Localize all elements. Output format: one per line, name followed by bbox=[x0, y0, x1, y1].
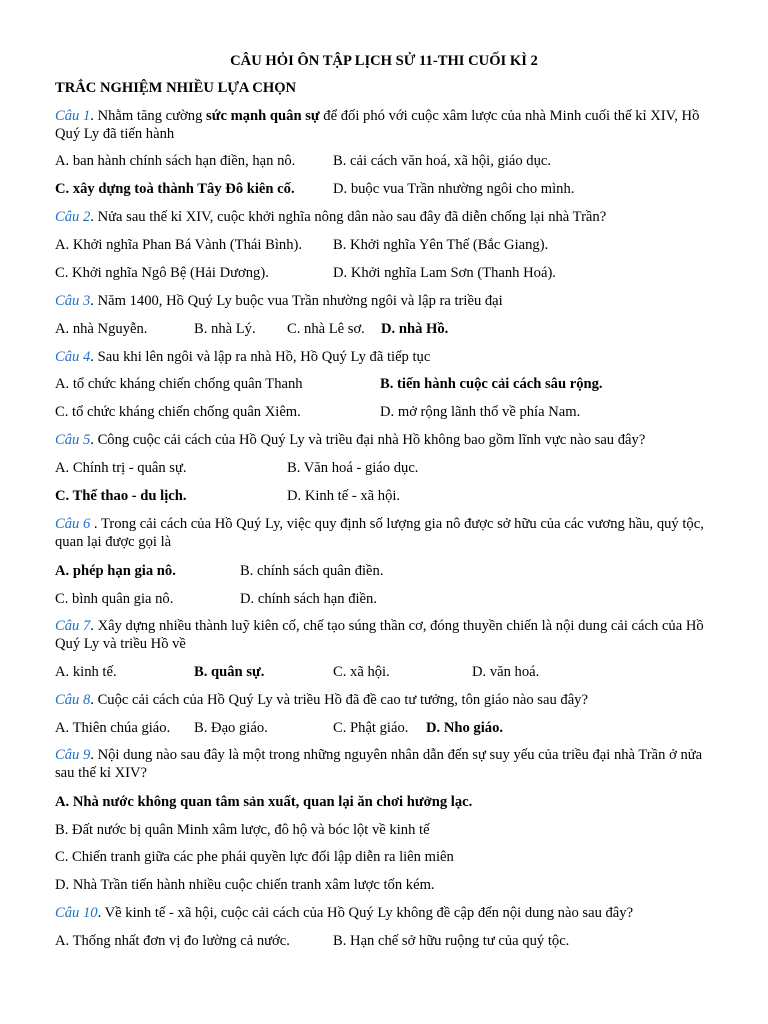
q6-option-c: C. bình quân gia nô. bbox=[55, 591, 174, 607]
q1-option-d: D. buộc vua Trần nhường ngôi cho mình. bbox=[333, 181, 575, 197]
q5-option-a: A. Chính trị - quân sự. bbox=[55, 460, 187, 476]
q10-option-a: A. Thống nhất đơn vị đo lường cả nước. bbox=[55, 933, 290, 949]
q1-option-c-answer: C. xây dựng toà thành Tây Đô kiên cố. bbox=[55, 181, 295, 197]
q7-option-c: C. xã hội. bbox=[333, 664, 390, 680]
question-text: . Công cuộc cải cách của Hồ Quý Ly và triều đại nhà Hồ không bao gồm lĩnh vực nào sau đây? bbox=[90, 432, 646, 448]
q1-option-a: A. ban hành chính sách hạn điền, hạn nô. bbox=[55, 153, 296, 169]
question-text: . Cuộc cải cách của Hồ Quý Ly và triều Hồ đã đề cao tư tưởng, tôn giáo nào sau đây? bbox=[90, 692, 588, 708]
question-label: Câu 8 bbox=[55, 692, 91, 708]
q5-option-c-answer: C. Thể thao - du lịch. bbox=[55, 488, 187, 504]
q3-option-c: C. nhà Lê sơ. bbox=[287, 321, 365, 337]
q2-option-b: B. Khởi nghĩa Yên Thế (Bắc Giang). bbox=[333, 237, 549, 253]
q9-option-c: C. Chiến tranh giữa các phe phái quyền lực đối lập diễn ra liên miên bbox=[55, 849, 454, 865]
question-label: Câu 7 bbox=[55, 618, 91, 634]
q2-option-d: D. Khởi nghĩa Lam Sơn (Thanh Hoá). bbox=[333, 265, 556, 281]
question-emphasis: sức mạnh quân sự bbox=[206, 108, 320, 124]
question-text: . Năm 1400, Hồ Quý Ly buộc vua Trần nhường ngôi và lập ra triều đại bbox=[90, 293, 503, 309]
q9-option-d: D. Nhà Trần tiến hành nhiều cuộc chiến tranh xâm lược tốn kém. bbox=[55, 877, 435, 893]
question-text: . Trong cải cách của Hồ Quý Ly, việc quy định số lượng gia nô được sở hữu của các vương hầu, quý tộc, quan lại được gọi là bbox=[55, 516, 704, 550]
q9-option-a-answer: A. Nhà nước không quan tâm sản xuất, quan lại ăn chơi hưởng lạc. bbox=[55, 794, 473, 810]
q7-option-b-answer: B. quân sự. bbox=[194, 664, 265, 680]
q6-option-d: D. chính sách hạn điền. bbox=[240, 591, 377, 607]
question-text: . Sau khi lên ngôi và lập ra nhà Hồ, Hồ Quý Ly đã tiếp tục bbox=[90, 349, 431, 365]
question-text: . Xây dựng nhiều thành luỹ kiên cố, chế tạo súng thần cơ, đóng thuyền chiến là nội dung cải cách của Hồ Quý Ly và triều Hồ về bbox=[55, 618, 704, 652]
question-label: Câu 1 bbox=[55, 108, 91, 124]
q2-option-a: A. Khởi nghĩa Phan Bá Vành (Thái Bình). bbox=[55, 237, 302, 253]
question-5 bbox=[55, 431, 645, 449]
document-title: CÂU HỎI ÔN TẬP LỊCH SỬ 11-THI CUỐI KÌ 2 bbox=[230, 53, 538, 69]
question-2 bbox=[55, 208, 606, 226]
q10-option-b: B. Hạn chế sở hữu ruộng tư của quý tộc. bbox=[333, 933, 570, 949]
question-1 bbox=[55, 107, 715, 143]
question-10 bbox=[55, 904, 633, 922]
q4-option-d: D. mở rộng lãnh thổ về phía Nam. bbox=[380, 404, 581, 420]
question-9 bbox=[55, 746, 715, 782]
q2-option-c: C. Khởi nghĩa Ngô Bệ (Hải Dương). bbox=[55, 265, 269, 281]
question-7 bbox=[55, 617, 715, 653]
q8-option-c: C. Phật giáo. bbox=[333, 720, 409, 736]
q9-option-b: B. Đất nước bị quân Minh xâm lược, đô hộ và bóc lột về kinh tế bbox=[55, 822, 430, 838]
q4-option-b-answer: B. tiến hành cuộc cải cách sâu rộng. bbox=[380, 376, 603, 392]
question-text-cont: để đối phó với cuộc xâm lược của nhà Minh cuối thế kỉ XIV, Hồ Quý Ly đã tiến hành bbox=[55, 108, 700, 142]
question-label: Câu 10 bbox=[55, 905, 98, 921]
question-3 bbox=[55, 292, 503, 310]
q5-option-b: B. Văn hoá - giáo dục. bbox=[287, 460, 419, 476]
q8-option-d-answer: D. Nho giáo. bbox=[426, 720, 504, 736]
question-8 bbox=[55, 691, 588, 709]
question-text: . Về kinh tế - xã hội, cuộc cải cách của Hồ Quý Ly không đề cập đến nội dung nào sau đây? bbox=[97, 905, 634, 921]
q7-option-d: D. văn hoá. bbox=[472, 664, 540, 680]
q3-option-d-answer: D. nhà Hồ. bbox=[381, 321, 449, 337]
question-6 bbox=[55, 515, 715, 551]
question-label: Câu 4 bbox=[55, 349, 91, 365]
q1-option-b: B. cải cách văn hoá, xã hội, giáo dục. bbox=[333, 153, 552, 169]
question-text: . Nhằm tăng cường bbox=[90, 108, 207, 124]
q4-option-a: A. tổ chức kháng chiến chống quân Thanh bbox=[55, 376, 303, 392]
q7-option-a: A. kinh tế. bbox=[55, 664, 117, 680]
question-label: Câu 3 bbox=[55, 293, 91, 309]
q3-option-b: B. nhà Lý. bbox=[194, 321, 256, 337]
q4-option-c: C. tổ chức kháng chiến chống quân Xiêm. bbox=[55, 404, 301, 420]
section-heading: TRẮC NGHIỆM NHIỀU LỰA CHỌN bbox=[55, 80, 297, 96]
question-label: Câu 5 bbox=[55, 432, 91, 448]
question-label: Câu 2 bbox=[55, 209, 91, 225]
question-label: Câu 6 bbox=[55, 516, 91, 532]
q8-option-a: A. Thiên chúa giáo. bbox=[55, 720, 171, 736]
q3-option-a: A. nhà Nguyễn. bbox=[55, 321, 148, 337]
question-4 bbox=[55, 348, 430, 366]
q5-option-d: D. Kinh tế - xã hội. bbox=[287, 488, 401, 504]
question-text: . Nửa sau thế kỉ XIV, cuộc khởi nghĩa nông dân nào sau đây đã diễn chống lại nhà Trần? bbox=[90, 209, 607, 225]
question-label: Câu 9 bbox=[55, 747, 91, 763]
q6-option-a-answer: A. phép hạn gia nô. bbox=[55, 563, 176, 579]
q6-option-b: B. chính sách quân điền. bbox=[240, 563, 384, 579]
question-text: . Nội dung nào sau đây là một trong những nguyên nhân dẫn đến sự suy yếu của triều đại nhà Trần ở nửa sau thế kỉ XIV? bbox=[55, 747, 703, 781]
q8-option-b: B. Đạo giáo. bbox=[194, 720, 268, 736]
